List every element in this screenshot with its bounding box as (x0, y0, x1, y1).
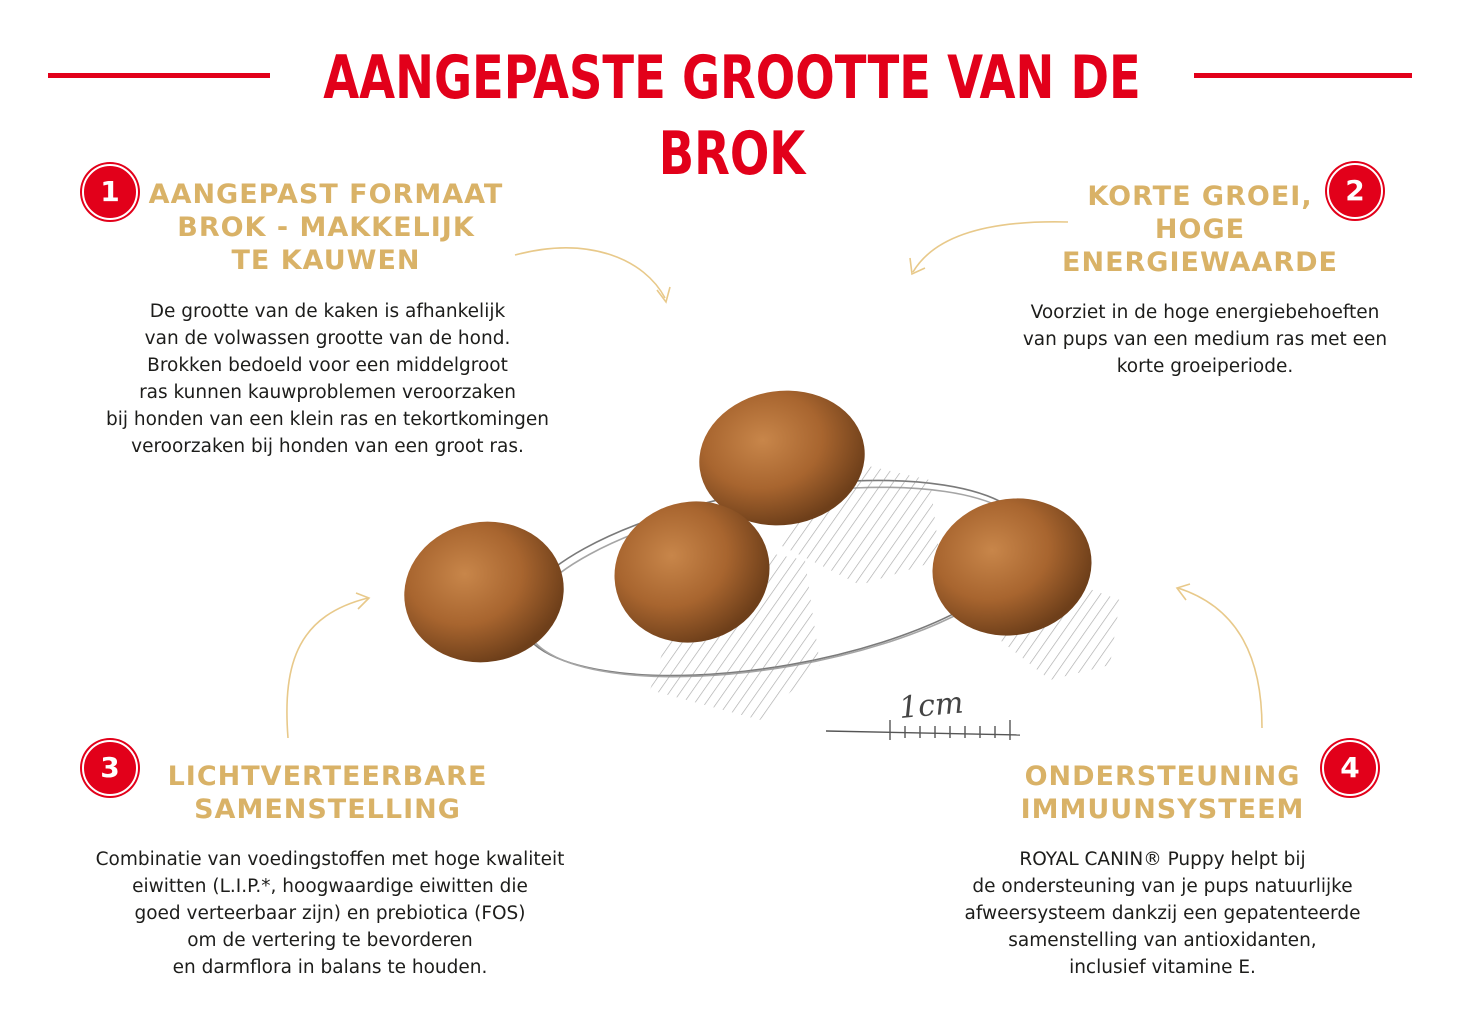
page-title: AANGEPASTE GROOTTE VAN DE BROK (323, 43, 1141, 189)
feature-2-heading: KORTE GROEI, HOGE ENERGIEWAARDE (1062, 181, 1338, 278)
kibble-piece (393, 509, 575, 675)
feature-1-text: De grootte van de kaken is afhankelijk van de volwassen grootte van de hond. Brokken bedoeld voor een middelgroot ras kunnen kauwproblemen veroorzaken bij honden van een klein ras en tekortkomingen veroorzaken bij honden van een groot ras. (105, 301, 550, 457)
feature-3-text: Combinatie van voedingstoffen met hoge kwaliteit eiwitten (L.I.P.*, hoogwaardige eiwitten die goed verteerbaar zijn) en prebiotica (FOS) om de vertering te bevorderen en darmflora in balans te houden. (95, 849, 565, 978)
feature-1-heading: AANGEPAST FORMAAT BROK - MAKKELIJK TE KAUWEN (148, 179, 504, 276)
feature-4-number-badge: 4 (1322, 740, 1378, 796)
curved-arrow-icon (287, 593, 369, 738)
feature-3-heading: LICHTVERTEERBARE SAMENSTELLING (167, 761, 488, 825)
feature-3-number-badge: 3 (82, 740, 138, 796)
scale-label: 1cm (897, 685, 965, 726)
feature-1-number-badge: 1 (82, 164, 138, 220)
feature-4-text: ROYAL CANIN® Puppy helpt bij de ondersteuning van je pups natuurlijke afweersysteem dankzij een gepatenteerde samenstelling van antioxidanten, inclusief vitamine E. (964, 849, 1361, 978)
feature-4-heading: ONDERSTEUNING IMMUUNSYSTEEM (1020, 761, 1305, 825)
curved-arrow-icon (515, 248, 670, 302)
feature-2-number-badge: 2 (1327, 163, 1383, 219)
feature-2-text: Voorziet in de hoge energiebehoeften van pups van een medium ras met een korte groeiperiode. (1022, 302, 1388, 377)
curved-arrow-icon (1177, 584, 1262, 728)
